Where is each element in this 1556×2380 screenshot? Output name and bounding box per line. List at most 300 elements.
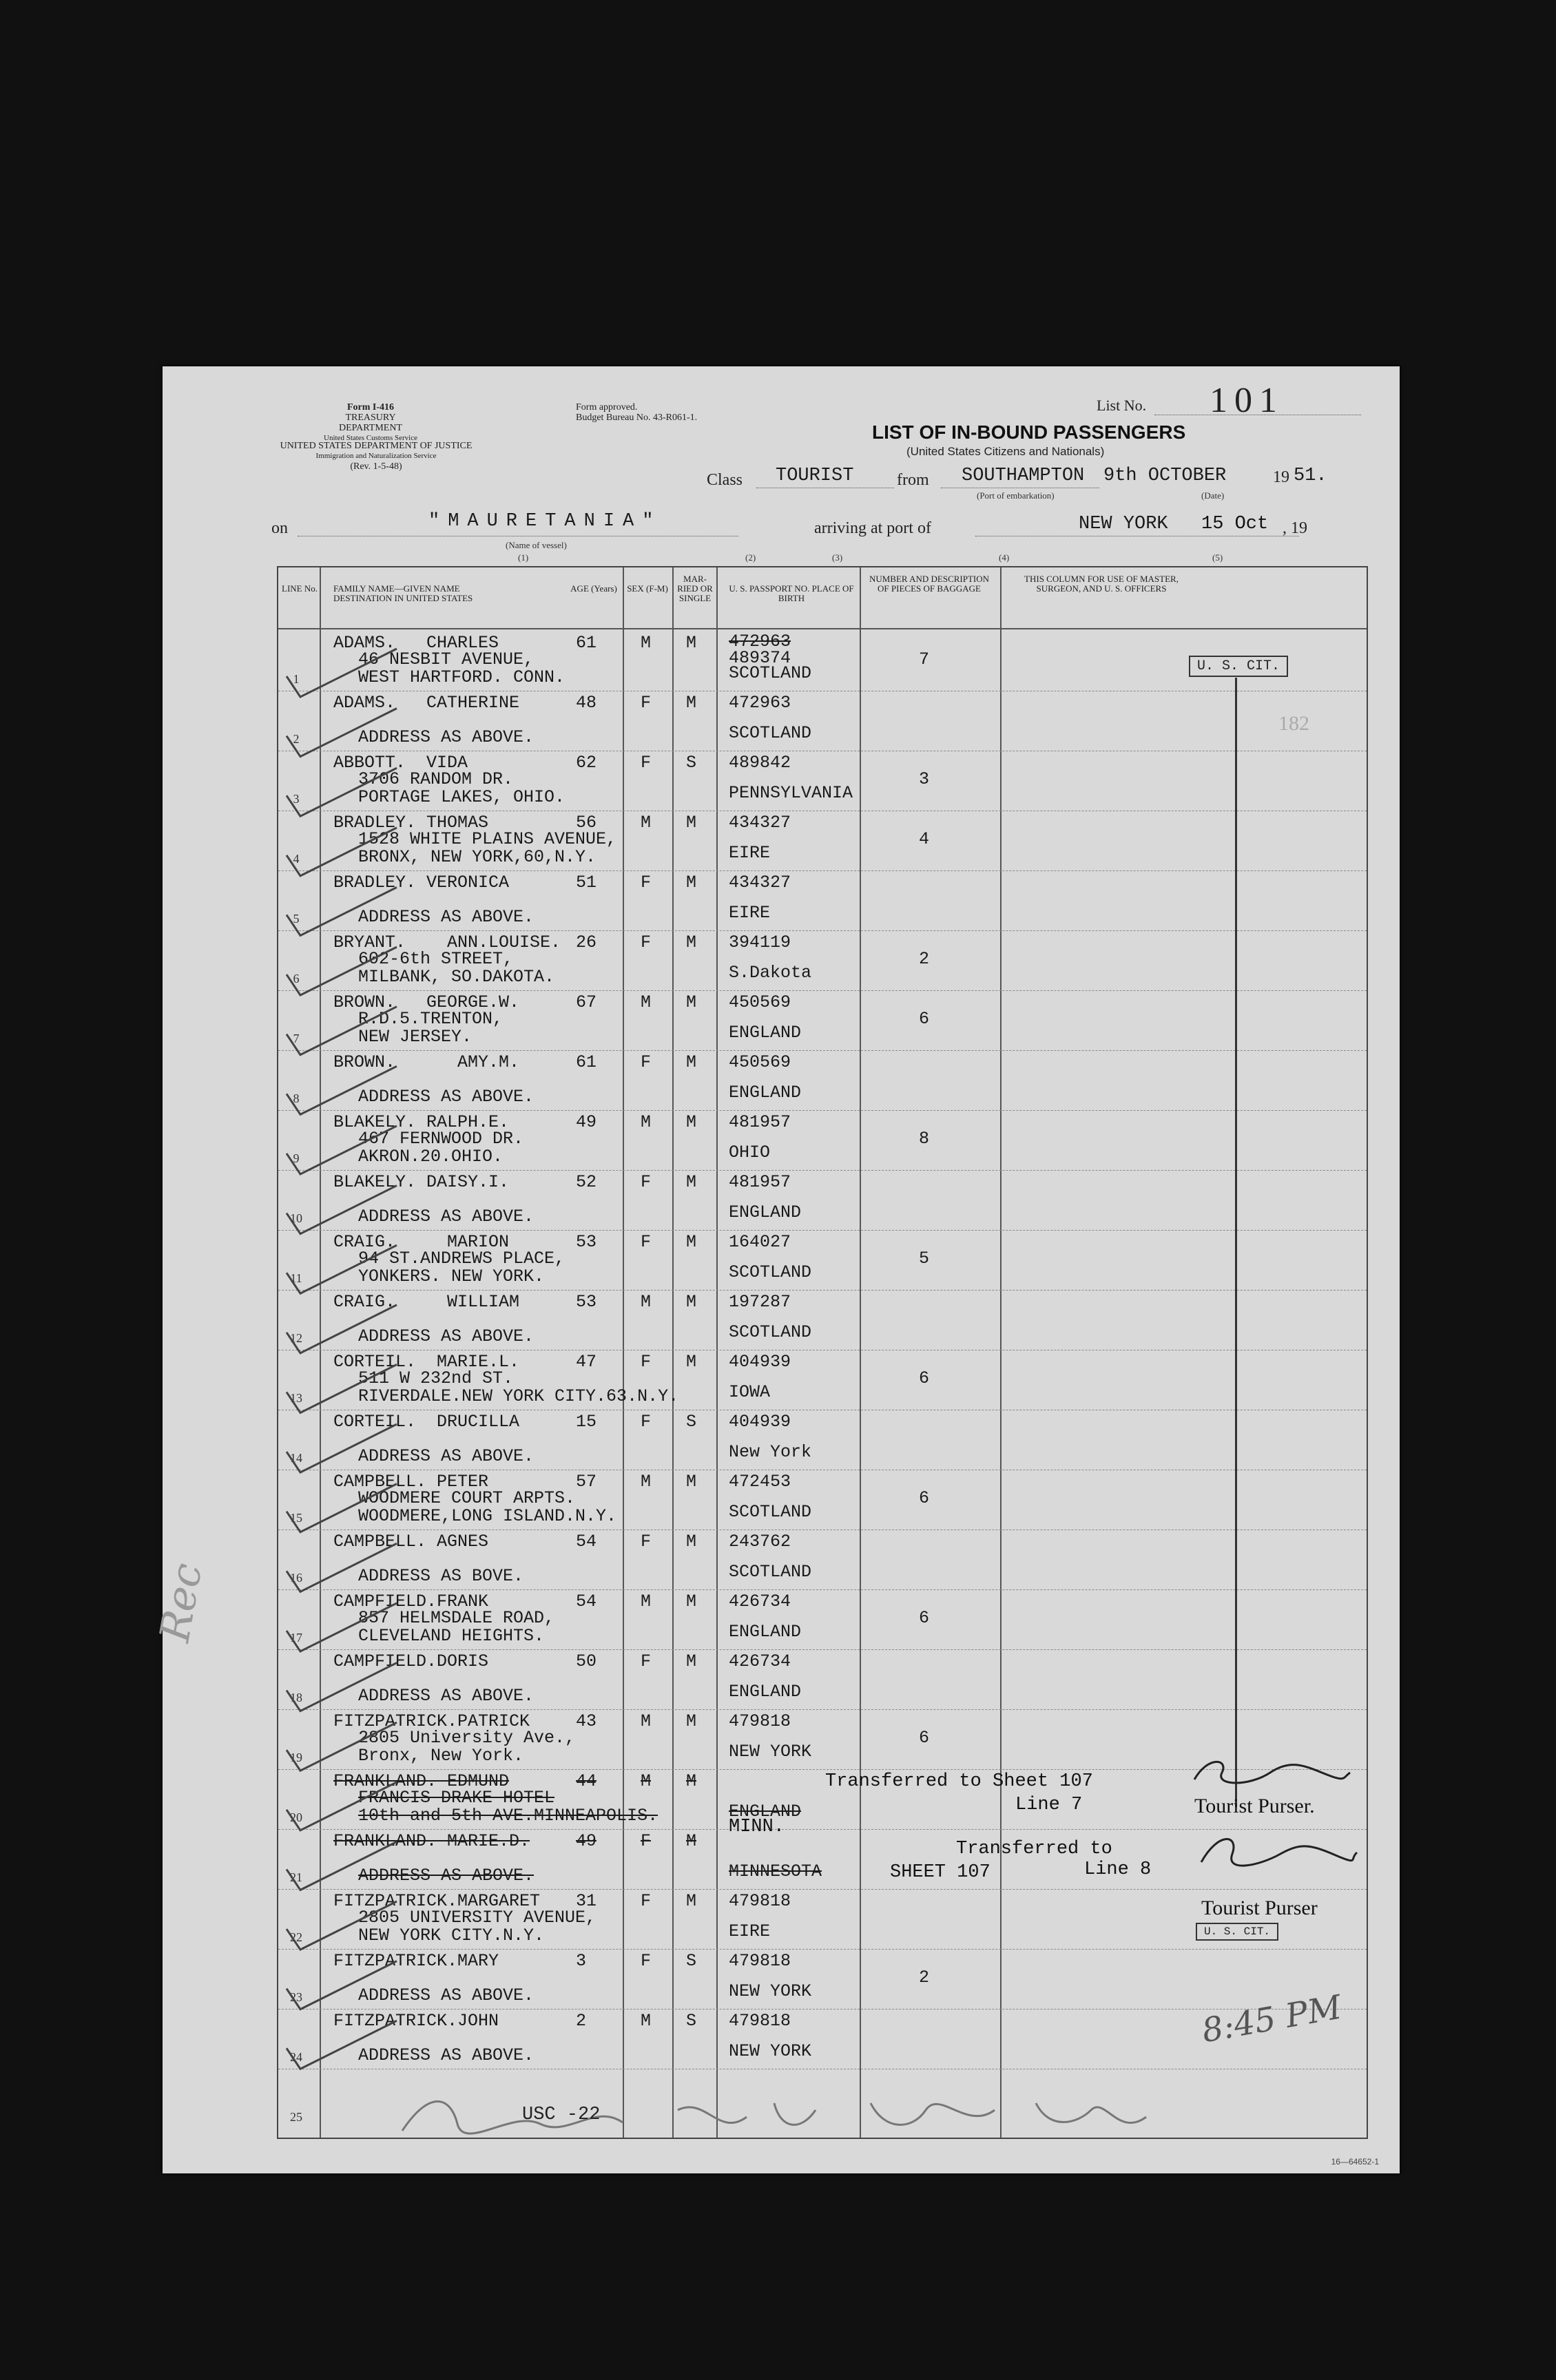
passport-number: 434327 bbox=[729, 873, 791, 892]
marital-status: M bbox=[686, 1591, 697, 1611]
baggage-count: 6 bbox=[919, 1009, 930, 1029]
page-title: LIST OF IN-BOUND PASSENGERS bbox=[872, 421, 1186, 443]
marital-status: M bbox=[686, 932, 697, 952]
passenger-sex: F bbox=[641, 1651, 652, 1671]
ins-service: Immigration and Naturalization Service bbox=[315, 452, 437, 460]
marital-status: M bbox=[686, 1831, 697, 1851]
passenger-sex: F bbox=[641, 932, 652, 952]
table-row bbox=[278, 1053, 1367, 1113]
marital-status: M bbox=[686, 1651, 697, 1671]
customs-service: United States Customs Service bbox=[324, 434, 417, 442]
line-number: 8 bbox=[293, 1092, 300, 1105]
checkmark bbox=[287, 649, 397, 697]
passenger-name: BROWN. AMY.M. bbox=[333, 1052, 520, 1072]
passport-number: 164027 bbox=[729, 1232, 791, 1252]
vessel-caption: (Name of vessel) bbox=[506, 540, 567, 550]
address-line-1: 511 W 232nd ST. bbox=[358, 1368, 514, 1388]
col-header-officers: THIS COLUMN FOR USE OF MASTER, SURGEON, AND U. S. OFFICERS bbox=[1024, 574, 1179, 594]
form-code: 16—64652-1 bbox=[1331, 2157, 1379, 2167]
table-row bbox=[278, 693, 1367, 753]
place-of-birth: SCOTLAND bbox=[729, 723, 812, 743]
place-of-birth: ENGLAND bbox=[729, 1622, 802, 1642]
officer-bracket-line bbox=[1235, 678, 1237, 1807]
checkmark bbox=[287, 1364, 397, 1412]
year-value: 51. bbox=[1294, 466, 1327, 486]
address-line-1: 46 NESBIT AVENUE, bbox=[358, 649, 535, 669]
address-line-1: 602-6th STREET, bbox=[358, 949, 514, 969]
address-line-2: Bronx, New York. bbox=[358, 1746, 524, 1766]
address-line-2: ADDRESS AS BOVE. bbox=[358, 1566, 524, 1586]
passenger-age: 2 bbox=[576, 2011, 587, 2031]
checkmark bbox=[287, 887, 397, 935]
budget-bureau: Budget Bureau No. 43-R061-1. bbox=[576, 413, 698, 423]
line-number: 19 bbox=[290, 1751, 302, 1764]
from-label: from bbox=[897, 471, 929, 489]
passenger-name: FITZPATRICK.MARGARET bbox=[333, 1891, 541, 1911]
col-header-passport: U. S. PASSPORT NO. PLACE OF BIRTH bbox=[729, 583, 854, 603]
passenger-age: 61 bbox=[576, 633, 597, 653]
place-of-birth: ENGLAND bbox=[729, 1202, 802, 1222]
table-row bbox=[278, 933, 1367, 993]
checkmark bbox=[287, 1722, 397, 1771]
passport-number: 434327 bbox=[729, 813, 791, 833]
table-row bbox=[278, 1113, 1367, 1173]
place-of-birth: ENGLAND bbox=[729, 1023, 802, 1043]
marital-status: M bbox=[686, 873, 697, 892]
marital-status: M bbox=[686, 1352, 697, 1372]
address-line-2: NEW JERSEY. bbox=[358, 1027, 473, 1047]
line-number: 23 bbox=[290, 1990, 302, 2004]
received-note: Rec bbox=[150, 1559, 212, 1646]
passenger-sex: M bbox=[641, 1112, 652, 1132]
passenger-name: FITZPATRICK.JOHN bbox=[333, 2011, 499, 2031]
col-num-5: (5) bbox=[1212, 552, 1223, 563]
passenger-age: 54 bbox=[576, 1532, 597, 1552]
checkmarks bbox=[280, 642, 417, 1950]
class-label: Class bbox=[707, 471, 743, 489]
checkmark bbox=[287, 1901, 397, 1950]
passenger-name: FITZPATRICK.PATRICK bbox=[333, 1711, 530, 1731]
passenger-age: 51 bbox=[576, 873, 597, 892]
passenger-sex: F bbox=[641, 693, 652, 713]
passport-number: 479818 bbox=[729, 1951, 791, 1971]
form-header-treasury bbox=[315, 402, 426, 443]
passenger-name: CRAIG. MARION bbox=[333, 1232, 510, 1252]
passenger-age: 26 bbox=[576, 932, 597, 952]
passport-number: 450569 bbox=[729, 992, 791, 1012]
line-number: 5 bbox=[293, 912, 300, 926]
passenger-sex: F bbox=[641, 1352, 652, 1372]
passenger-name: ADAMS. CHARLES bbox=[333, 633, 499, 653]
passenger-sex: M bbox=[641, 1292, 652, 1312]
date-value: 9th OCTOBER bbox=[1103, 466, 1227, 486]
passenger-name: FRANKLAND. EDMUND bbox=[333, 1771, 510, 1791]
form-header-justice bbox=[273, 441, 479, 472]
address-line-1: 467 FERNWOOD DR. bbox=[358, 1129, 524, 1149]
checkmark bbox=[287, 1245, 397, 1293]
address-line-1: 2805 UNIVERSITY AVENUE, bbox=[358, 1908, 597, 1928]
on-label: on bbox=[271, 519, 288, 537]
arrival-year: , 19 bbox=[1283, 519, 1307, 537]
address-line-1: 857 HELMSDALE ROAD, bbox=[358, 1608, 555, 1628]
baggage-count: 6 bbox=[919, 1728, 930, 1748]
line-number: 1 bbox=[293, 672, 300, 686]
passenger-age: 61 bbox=[576, 1052, 597, 1072]
address-line-2: ADDRESS AS ABOVE. bbox=[358, 1686, 535, 1706]
place-of-birth: SCOTLAND bbox=[729, 1502, 812, 1522]
passenger-name: BRADLEY. VERONICA bbox=[333, 873, 510, 892]
passport-number: 472453 bbox=[729, 1472, 791, 1492]
transfer-note-2-sheet: SHEET 107 bbox=[890, 1862, 990, 1883]
passenger-sex: F bbox=[641, 1951, 652, 1971]
treasury-dept: TREASURY DEPARTMENT bbox=[339, 413, 402, 433]
passport-number: 479818 bbox=[729, 2011, 791, 2031]
passenger-sex: F bbox=[641, 1891, 652, 1911]
address-line-2: ADDRESS AS ABOVE. bbox=[358, 907, 535, 927]
passport-number: 481957 bbox=[729, 1112, 791, 1132]
passenger-age: 56 bbox=[576, 813, 597, 833]
passenger-age: 47 bbox=[576, 1352, 597, 1372]
form-approval bbox=[576, 402, 782, 423]
col-header-married: MAR-RIED OR SINGLE bbox=[677, 574, 713, 603]
passenger-name: CAMPFIELD.FRANK bbox=[333, 1591, 489, 1611]
passport-number: 489374 bbox=[729, 648, 791, 668]
inspector-signature bbox=[388, 2082, 1215, 2144]
line-number: 20 bbox=[290, 1810, 302, 1824]
footer-code: USC -22 bbox=[522, 2105, 601, 2125]
us-citizen-stamp: U. S. CIT. bbox=[1189, 656, 1288, 677]
col-header-baggage: NUMBER AND DESCRIPTION OF PIECES OF BAGGAGE bbox=[869, 574, 990, 594]
marital-status: M bbox=[686, 1232, 697, 1252]
marital-status: M bbox=[686, 813, 697, 833]
place-of-birth: NEW YORK bbox=[729, 2041, 812, 2061]
passenger-sex: M bbox=[641, 1771, 652, 1791]
passport-number: 243762 bbox=[729, 1532, 791, 1552]
passenger-age: 48 bbox=[576, 693, 597, 713]
checkmark bbox=[287, 1007, 397, 1055]
col-num-3: (3) bbox=[832, 552, 843, 563]
checkmark bbox=[287, 768, 397, 816]
passenger-age: 3 bbox=[576, 1951, 587, 1971]
address-line-1: 94 ST.ANDREWS PLACE, bbox=[358, 1249, 566, 1269]
line-number: 17 bbox=[290, 1631, 302, 1645]
place-of-birth: ENGLAND bbox=[729, 1083, 802, 1103]
line-number: 3 bbox=[293, 792, 300, 806]
passport-number: 394119 bbox=[729, 932, 791, 952]
checkmark bbox=[287, 1841, 397, 1890]
marital-status: S bbox=[686, 1412, 697, 1432]
arrival-port: NEW YORK bbox=[1079, 514, 1168, 534]
address-line-1: 3706 RANDOM DR. bbox=[358, 769, 514, 789]
us-citizen-stamp-2: U. S. CIT. bbox=[1196, 1923, 1278, 1941]
col-header-age: AGE (Years) bbox=[570, 583, 617, 594]
passenger-name: FRANKLAND. MARIE.D. bbox=[333, 1831, 530, 1851]
marital-status: M bbox=[686, 1052, 697, 1072]
passport-number: 426734 bbox=[729, 1651, 791, 1671]
passenger-table bbox=[277, 566, 1368, 2139]
line-number: 10 bbox=[290, 1211, 302, 1225]
marital-status: S bbox=[686, 753, 697, 773]
passenger-list-sheet bbox=[150, 366, 1400, 2173]
address-line-2: ADDRESS AS ABOVE. bbox=[358, 2045, 535, 2065]
address-line-2: WEST HARTFORD. CONN. bbox=[358, 667, 566, 687]
line-number: 6 bbox=[293, 972, 300, 985]
passenger-sex: F bbox=[641, 1052, 652, 1072]
passenger-sex: M bbox=[641, 633, 652, 653]
place-of-birth: SCOTLAND bbox=[729, 663, 812, 683]
passenger-name: BLAKELY. DAISY.I. bbox=[333, 1172, 510, 1192]
passenger-sex: M bbox=[641, 1711, 652, 1731]
address-line-2: PORTAGE LAKES, OHIO. bbox=[358, 787, 566, 807]
passenger-age: 31 bbox=[576, 1891, 597, 1911]
col-header-name: FAMILY NAME—GIVEN NAME DESTINATION IN UNITED STATES bbox=[333, 583, 473, 603]
passenger-name: CAMPBELL. AGNES bbox=[333, 1532, 489, 1552]
passenger-name: BROWN. GEORGE.W. bbox=[333, 992, 520, 1012]
passport-number: 481957 bbox=[729, 1172, 791, 1192]
line-number: 11 bbox=[290, 1271, 302, 1285]
baggage-count: 7 bbox=[919, 649, 930, 669]
passenger-name: ABBOTT. VIDA bbox=[333, 753, 468, 773]
passenger-age: 52 bbox=[576, 1172, 597, 1192]
line-number: 2 bbox=[293, 732, 300, 746]
justice-dept: UNITED STATES DEPARTMENT OF JUSTICE bbox=[280, 441, 473, 451]
passenger-sex: F bbox=[641, 1172, 652, 1192]
form-approved: Form approved. bbox=[576, 402, 638, 413]
passenger-sex: M bbox=[641, 813, 652, 833]
table-row bbox=[278, 813, 1367, 873]
line-number: 4 bbox=[293, 852, 300, 866]
port-caption: (Port of embarkation) bbox=[977, 490, 1055, 501]
passenger-sex: F bbox=[641, 1831, 652, 1851]
passenger-name: BLAKELY. RALPH.E. bbox=[333, 1112, 510, 1132]
baggage-count: 6 bbox=[919, 1488, 930, 1508]
address-line-2: AKRON.20.OHIO. bbox=[358, 1147, 504, 1167]
place-of-birth: SCOTLAND bbox=[729, 1322, 812, 1342]
place-of-birth: EIRE bbox=[729, 903, 771, 923]
address-line-1: WOODMERE COURT ARPTS. bbox=[358, 1488, 576, 1508]
baggage-count: 6 bbox=[919, 1608, 930, 1628]
passport-number: 404939 bbox=[729, 1412, 791, 1432]
list-no-label: List No. bbox=[1097, 397, 1147, 414]
purser-signature-1 bbox=[1187, 1752, 1353, 1793]
table-row bbox=[278, 1293, 1367, 1353]
passport-number: 426734 bbox=[729, 1591, 791, 1611]
passenger-sex: F bbox=[641, 1232, 652, 1252]
marital-status: M bbox=[686, 992, 697, 1012]
place-of-birth: EIRE bbox=[729, 843, 771, 863]
vessel-name: "MAURETANIA" bbox=[428, 511, 662, 532]
marital-status: M bbox=[686, 633, 697, 653]
marital-status: M bbox=[686, 1292, 697, 1312]
purser-title-2: Tourist Purser bbox=[1201, 1897, 1318, 1919]
passenger-age: 53 bbox=[576, 1232, 597, 1252]
col-header-line: LINE No. bbox=[282, 583, 318, 594]
col-num-4: (4) bbox=[999, 552, 1010, 563]
passenger-sex: M bbox=[641, 2011, 652, 2031]
table-row bbox=[278, 753, 1367, 813]
passport-number: 479818 bbox=[729, 1891, 791, 1911]
col-header-sex: SEX (F-M) bbox=[627, 583, 668, 594]
passenger-age: 50 bbox=[576, 1651, 597, 1671]
marital-status: M bbox=[686, 1532, 697, 1552]
marital-status: M bbox=[686, 1891, 697, 1911]
passenger-name: CORTEIL. DRUCILLA bbox=[333, 1412, 520, 1432]
transfer-note-2-line: Line 8 bbox=[1084, 1859, 1152, 1880]
address-line-2: ADDRESS AS ABOVE. bbox=[358, 727, 535, 747]
passenger-age: 44 bbox=[576, 1771, 597, 1791]
passenger-age: 15 bbox=[576, 1412, 597, 1432]
line-number: 21 bbox=[290, 1870, 302, 1884]
address-line-2: WOODMERE,LONG ISLAND.N.Y. bbox=[358, 1506, 617, 1526]
passenger-sex: F bbox=[641, 753, 652, 773]
place-of-birth: ENGLAND bbox=[729, 1682, 802, 1702]
checkmark bbox=[287, 1126, 397, 1174]
line-number: 13 bbox=[290, 1391, 302, 1405]
table-row bbox=[278, 1353, 1367, 1412]
address-line-2: BRONX, NEW YORK,60,N.Y. bbox=[358, 847, 597, 867]
transfer-note-2: Transferred to bbox=[956, 1839, 1112, 1859]
table-row bbox=[278, 1233, 1367, 1293]
passenger-name: BRYANT. ANN.LOUISE. bbox=[333, 932, 561, 952]
table-row bbox=[278, 1412, 1367, 1472]
passport-number: 404939 bbox=[729, 1352, 791, 1372]
from-value: SOUTHAMPTON bbox=[962, 466, 1085, 486]
checkmark bbox=[287, 1305, 397, 1353]
baggage-count: 5 bbox=[919, 1249, 930, 1269]
class-value: TOURIST bbox=[776, 466, 854, 486]
place-of-birth: NEW YORK bbox=[729, 1742, 812, 1762]
line-number: 15 bbox=[290, 1511, 302, 1525]
passport-number: 472963 bbox=[729, 693, 791, 713]
form-revision: (Rev. 1-5-48) bbox=[350, 461, 402, 472]
passenger-name: CAMPFIELD.DORIS bbox=[333, 1651, 489, 1671]
place-of-birth: SCOTLAND bbox=[729, 1562, 812, 1582]
line-number: 16 bbox=[290, 1571, 302, 1585]
header-rule bbox=[278, 628, 1367, 629]
marital-status: M bbox=[686, 1112, 697, 1132]
line-number: 9 bbox=[293, 1151, 300, 1165]
checkmark bbox=[287, 709, 397, 757]
marital-status: M bbox=[686, 1472, 697, 1492]
marital-status: M bbox=[686, 1711, 697, 1731]
address-line-2: ADDRESS AS ABOVE. bbox=[358, 1326, 535, 1346]
place-of-birth: S.Dakota bbox=[729, 963, 812, 983]
table-row bbox=[278, 993, 1367, 1053]
checkmark bbox=[287, 1186, 397, 1234]
transfer-note-1-line: Line 7 bbox=[1015, 1795, 1083, 1815]
passenger-name: ADAMS. CATHERINE bbox=[333, 693, 520, 713]
place-of-birth: OHIO bbox=[729, 1142, 771, 1162]
passenger-age: 49 bbox=[576, 1831, 597, 1851]
baggage-count: 2 bbox=[919, 1967, 930, 1987]
line-number: 12 bbox=[290, 1331, 302, 1345]
passport-number: 479818 bbox=[729, 1711, 791, 1731]
place-of-birth: IOWA bbox=[729, 1382, 771, 1402]
passenger-age: 67 bbox=[576, 992, 597, 1012]
table-row bbox=[278, 1952, 1367, 2012]
address-line-2: ADDRESS AS ABOVE. bbox=[358, 1207, 535, 1226]
form-number: Form I-416 bbox=[346, 402, 395, 413]
place-of-birth: MINNESOTA bbox=[729, 1861, 822, 1881]
page-subtitle: (United States Citizens and Nationals) bbox=[906, 445, 1105, 458]
passport-number: 197287 bbox=[729, 1292, 791, 1312]
line-number: 25 bbox=[290, 2110, 302, 2124]
marital-status: S bbox=[686, 2011, 697, 2031]
table-row bbox=[278, 873, 1367, 933]
address-line-1: 1528 WHITE PLAINS AVENUE, bbox=[358, 829, 617, 849]
baggage-count: 8 bbox=[919, 1129, 930, 1149]
arrival-date: 15 Oct bbox=[1201, 514, 1269, 534]
purser-signature-2 bbox=[1194, 1828, 1360, 1876]
passenger-sex: F bbox=[641, 873, 652, 892]
col-num-2: (2) bbox=[745, 552, 756, 563]
baggage-count: 3 bbox=[919, 769, 930, 789]
line-number: 14 bbox=[290, 1451, 302, 1465]
address-line-1: FRANCIS DRAKE HOTEL bbox=[358, 1788, 555, 1808]
address-line-2: RIVERDALE.NEW YORK CITY.63.N.Y. bbox=[358, 1386, 679, 1406]
time-note: 8:45 PM bbox=[1199, 1987, 1345, 2051]
stamp-182: 182 bbox=[1278, 712, 1309, 735]
passenger-sex: M bbox=[641, 1591, 652, 1611]
line-number: 18 bbox=[290, 1691, 302, 1704]
address-line-2: ADDRESS AS ABOVE. bbox=[358, 1866, 535, 1886]
marital-status: S bbox=[686, 1951, 697, 1971]
passenger-sex: F bbox=[641, 1412, 652, 1432]
passenger-name: CORTEIL. MARIE.L. bbox=[333, 1352, 520, 1372]
checkmark bbox=[287, 828, 397, 876]
purser-title-1: Tourist Purser. bbox=[1194, 1795, 1315, 1817]
place-of-birth: EIRE bbox=[729, 1921, 771, 1941]
col-num-1: (1) bbox=[518, 552, 529, 563]
passenger-age: 54 bbox=[576, 1591, 597, 1611]
table-row bbox=[278, 1652, 1367, 1712]
baggage-count: 2 bbox=[919, 949, 930, 969]
passenger-age: 62 bbox=[576, 753, 597, 773]
place-of-birth: NEW YORK bbox=[729, 1981, 812, 2001]
baggage-count: 4 bbox=[919, 829, 930, 849]
arriving-label: arriving at port of bbox=[814, 519, 931, 537]
place-of-birth: ENGLAND bbox=[729, 1802, 802, 1821]
passenger-age: 49 bbox=[576, 1112, 597, 1132]
address-line-1: 2805 University Ave., bbox=[358, 1728, 576, 1748]
passenger-age: 53 bbox=[576, 1292, 597, 1312]
passenger-name: FITZPATRICK.MARY bbox=[333, 1951, 499, 1971]
table-row bbox=[278, 1532, 1367, 1592]
table-row bbox=[278, 1592, 1367, 1652]
line-number: 7 bbox=[293, 1032, 300, 1045]
checkmark bbox=[287, 1782, 397, 1830]
checkmark bbox=[287, 1663, 397, 1711]
passenger-age: 43 bbox=[576, 1711, 597, 1731]
passport-number: 450569 bbox=[729, 1052, 791, 1072]
year-prefix: 19 bbox=[1273, 468, 1289, 486]
checkmark bbox=[287, 947, 397, 995]
line-number: 24 bbox=[290, 2050, 302, 2064]
address-line-1: R.D.5.TRENTON, bbox=[358, 1009, 504, 1029]
passenger-sex: M bbox=[641, 992, 652, 1012]
marital-status: M bbox=[686, 1172, 697, 1192]
place-of-birth: PENNSYLVANIA bbox=[729, 783, 853, 803]
place-of-birth: SCOTLAND bbox=[729, 1262, 812, 1282]
checkmark bbox=[287, 1424, 397, 1472]
line-number: 22 bbox=[290, 1930, 302, 1944]
checkmark bbox=[287, 1543, 397, 1591]
address-line-2: ADDRESS AS ABOVE. bbox=[358, 1087, 535, 1107]
passenger-name: CRAIG. WILLIAM bbox=[333, 1292, 520, 1312]
address-line-2: ADDRESS AS ABOVE. bbox=[358, 1985, 535, 2005]
address-line-2: CLEVELAND HEIGHTS. bbox=[358, 1626, 545, 1646]
passenger-sex: M bbox=[641, 1472, 652, 1492]
